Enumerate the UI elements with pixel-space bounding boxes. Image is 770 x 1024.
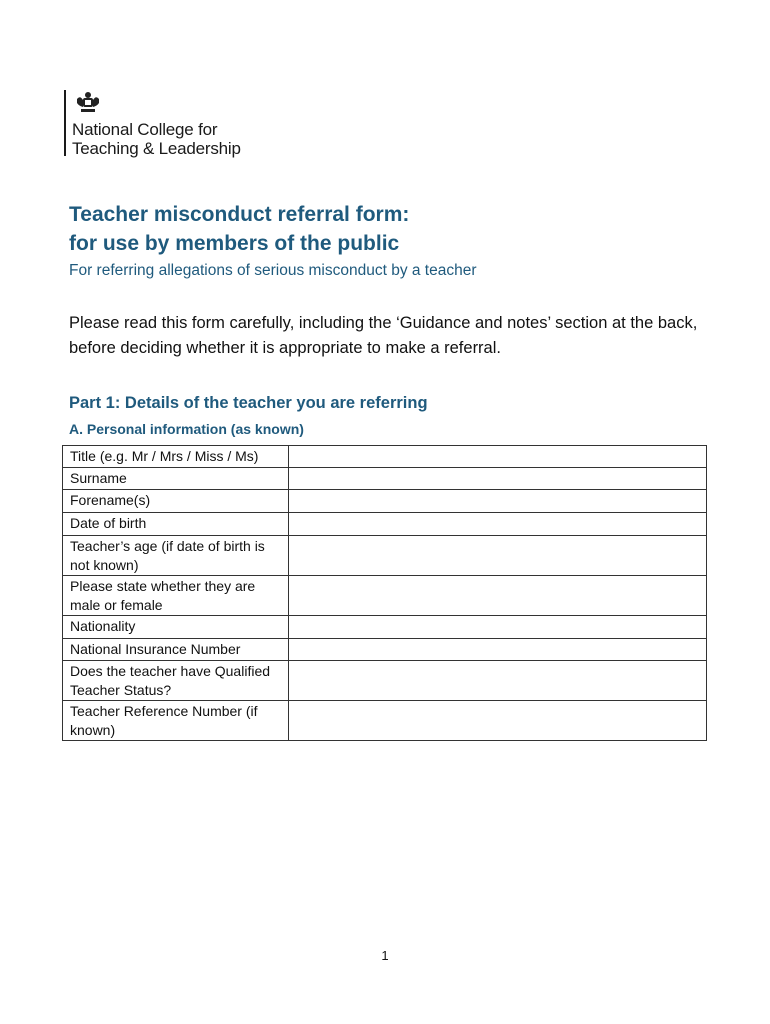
table-row bbox=[63, 576, 707, 616]
field-label: Teacher’s age (if date of birth is not known) bbox=[63, 536, 289, 576]
logo-line-2: Teaching & Leadership bbox=[72, 139, 241, 158]
logo-line-1: National College for bbox=[72, 120, 218, 139]
title-line-1: Teacher misconduct referral form: bbox=[69, 203, 410, 226]
field-label: Nationality bbox=[63, 616, 289, 639]
field-value[interactable] bbox=[289, 639, 707, 661]
table-row bbox=[63, 536, 707, 576]
table-row bbox=[63, 661, 707, 701]
page-title bbox=[69, 200, 409, 258]
table-row bbox=[63, 490, 707, 513]
royal-coat-of-arms-icon bbox=[75, 90, 101, 116]
field-label: Does the teacher have Qualified Teacher Status? bbox=[63, 661, 289, 701]
field-label: Title (e.g. Mr / Mrs / Miss / Ms) bbox=[63, 446, 289, 468]
field-value[interactable] bbox=[289, 576, 707, 616]
field-value[interactable] bbox=[289, 490, 707, 513]
table-row bbox=[63, 446, 707, 468]
field-label: Surname bbox=[63, 468, 289, 490]
field-label: National Insurance Number bbox=[63, 639, 289, 661]
table-row bbox=[63, 513, 707, 536]
table-row bbox=[63, 639, 707, 661]
title-line-2: for use by members of the public bbox=[69, 232, 400, 255]
table-row bbox=[63, 701, 707, 741]
logo-text bbox=[72, 120, 241, 158]
page-subtitle: For referring allegations of serious misconduct by a teacher bbox=[69, 262, 477, 279]
section-a-heading: A. Personal information (as known) bbox=[69, 421, 304, 437]
field-value[interactable] bbox=[289, 616, 707, 639]
field-value[interactable] bbox=[289, 513, 707, 536]
page-number: 1 bbox=[381, 948, 389, 963]
field-value[interactable] bbox=[289, 468, 707, 490]
table-row bbox=[63, 468, 707, 490]
field-value[interactable] bbox=[289, 536, 707, 576]
field-value[interactable] bbox=[289, 701, 707, 741]
field-value[interactable] bbox=[289, 661, 707, 701]
field-label: Please state whether they are male or female bbox=[63, 576, 289, 616]
personal-information-table bbox=[62, 445, 707, 741]
field-value[interactable] bbox=[289, 446, 707, 468]
field-label: Date of birth bbox=[63, 513, 289, 536]
part-1-heading: Part 1: Details of the teacher you are referring bbox=[69, 394, 428, 412]
field-label: Forename(s) bbox=[63, 490, 289, 513]
logo-divider bbox=[64, 90, 66, 156]
intro-paragraph: Please read this form carefully, including the ‘Guidance and notes’ section at the back, before deciding whether it is appropriate to make a referral. bbox=[69, 314, 698, 357]
field-label: Teacher Reference Number (if known) bbox=[63, 701, 289, 741]
table-row bbox=[63, 616, 707, 639]
